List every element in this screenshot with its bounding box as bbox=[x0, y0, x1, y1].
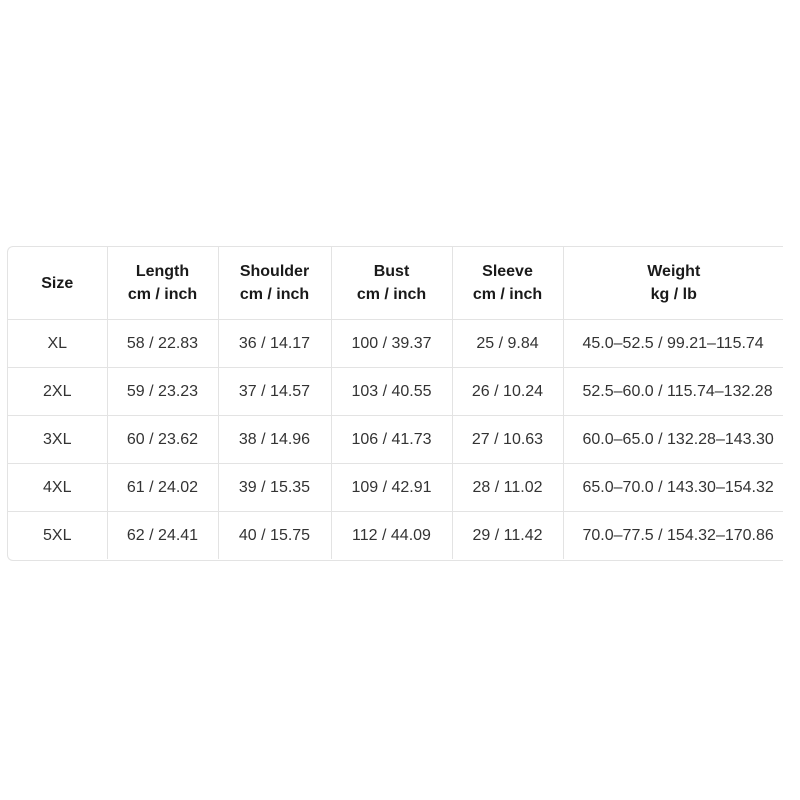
header-sleeve-unit: cm / inch bbox=[472, 286, 543, 303]
table-row bbox=[8, 464, 783, 512]
cell-weight: 65.0–70.0 / 143.30–154.32 bbox=[563, 464, 783, 512]
cell-size: 2XL bbox=[8, 368, 107, 416]
header-shoulder bbox=[218, 247, 331, 320]
header-length-label: Length bbox=[135, 263, 190, 280]
header-shoulder-label: Shoulder bbox=[239, 263, 310, 280]
header-size-label: Size bbox=[41, 274, 74, 292]
header-length bbox=[107, 247, 218, 320]
cell-weight: 70.0–77.5 / 154.32–170.86 bbox=[582, 526, 774, 544]
cell-shoulder: 40 / 15.75 bbox=[218, 512, 331, 560]
cell-sleeve: 26 / 10.24 bbox=[452, 368, 563, 416]
cell-sleeve: 27 / 10.63 bbox=[452, 416, 563, 464]
cell-shoulder: 36 / 14.17 bbox=[218, 320, 331, 368]
cell-weight: 45.0–52.5 / 99.21–115.74 bbox=[563, 320, 783, 368]
header-bust-label: Bust bbox=[373, 263, 410, 280]
cell-bust: 100 / 39.37 bbox=[331, 320, 452, 368]
table-row bbox=[8, 416, 783, 464]
header-sleeve bbox=[452, 247, 563, 320]
cell-bust: 109 / 42.91 bbox=[331, 464, 452, 512]
cell-shoulder: 39 / 15.35 bbox=[218, 464, 331, 512]
header-weight bbox=[563, 247, 783, 320]
size-chart-container bbox=[7, 246, 783, 561]
table-row bbox=[8, 368, 783, 416]
header-size bbox=[8, 247, 107, 320]
cell-size: XL bbox=[8, 320, 107, 368]
cell-weight: 60.0–65.0 / 132.28–143.30 bbox=[563, 416, 783, 464]
table-row bbox=[8, 320, 783, 368]
header-bust bbox=[331, 247, 452, 320]
cell-length: 58 / 22.83 bbox=[107, 320, 218, 368]
header-shoulder-unit: cm / inch bbox=[239, 286, 310, 303]
cell-shoulder: 37 / 14.57 bbox=[218, 368, 331, 416]
header-weight-unit: kg / lb bbox=[650, 286, 697, 303]
cell-length: 59 / 23.23 bbox=[107, 368, 218, 416]
cell-length: 60 / 23.62 bbox=[107, 416, 218, 464]
cell-size: 4XL bbox=[8, 464, 107, 512]
cell-size: 3XL bbox=[8, 416, 107, 464]
cell-sleeve: 28 / 11.02 bbox=[452, 464, 563, 512]
cell-shoulder: 38 / 14.96 bbox=[218, 416, 331, 464]
header-weight-label: Weight bbox=[647, 263, 701, 280]
table-row bbox=[8, 512, 783, 560]
cell-length: 62 / 24.41 bbox=[107, 512, 218, 560]
header-length-unit: cm / inch bbox=[127, 286, 198, 303]
cell-sleeve: 29 / 11.42 bbox=[452, 512, 563, 560]
cell-bust: 112 / 44.09 bbox=[331, 512, 452, 560]
header-sleeve-label: Sleeve bbox=[482, 263, 533, 280]
size-chart-table bbox=[8, 247, 783, 559]
cell-sleeve: 25 / 9.84 bbox=[452, 320, 563, 368]
cell-bust: 103 / 40.55 bbox=[331, 368, 452, 416]
header-bust-unit: cm / inch bbox=[356, 286, 427, 303]
cell-weight: 52.5–60.0 / 115.74–132.28 bbox=[563, 368, 783, 416]
cell-length: 61 / 24.02 bbox=[107, 464, 218, 512]
header-row bbox=[8, 247, 783, 320]
cell-bust: 106 / 41.73 bbox=[331, 416, 452, 464]
cell-size: 5XL bbox=[8, 512, 107, 560]
